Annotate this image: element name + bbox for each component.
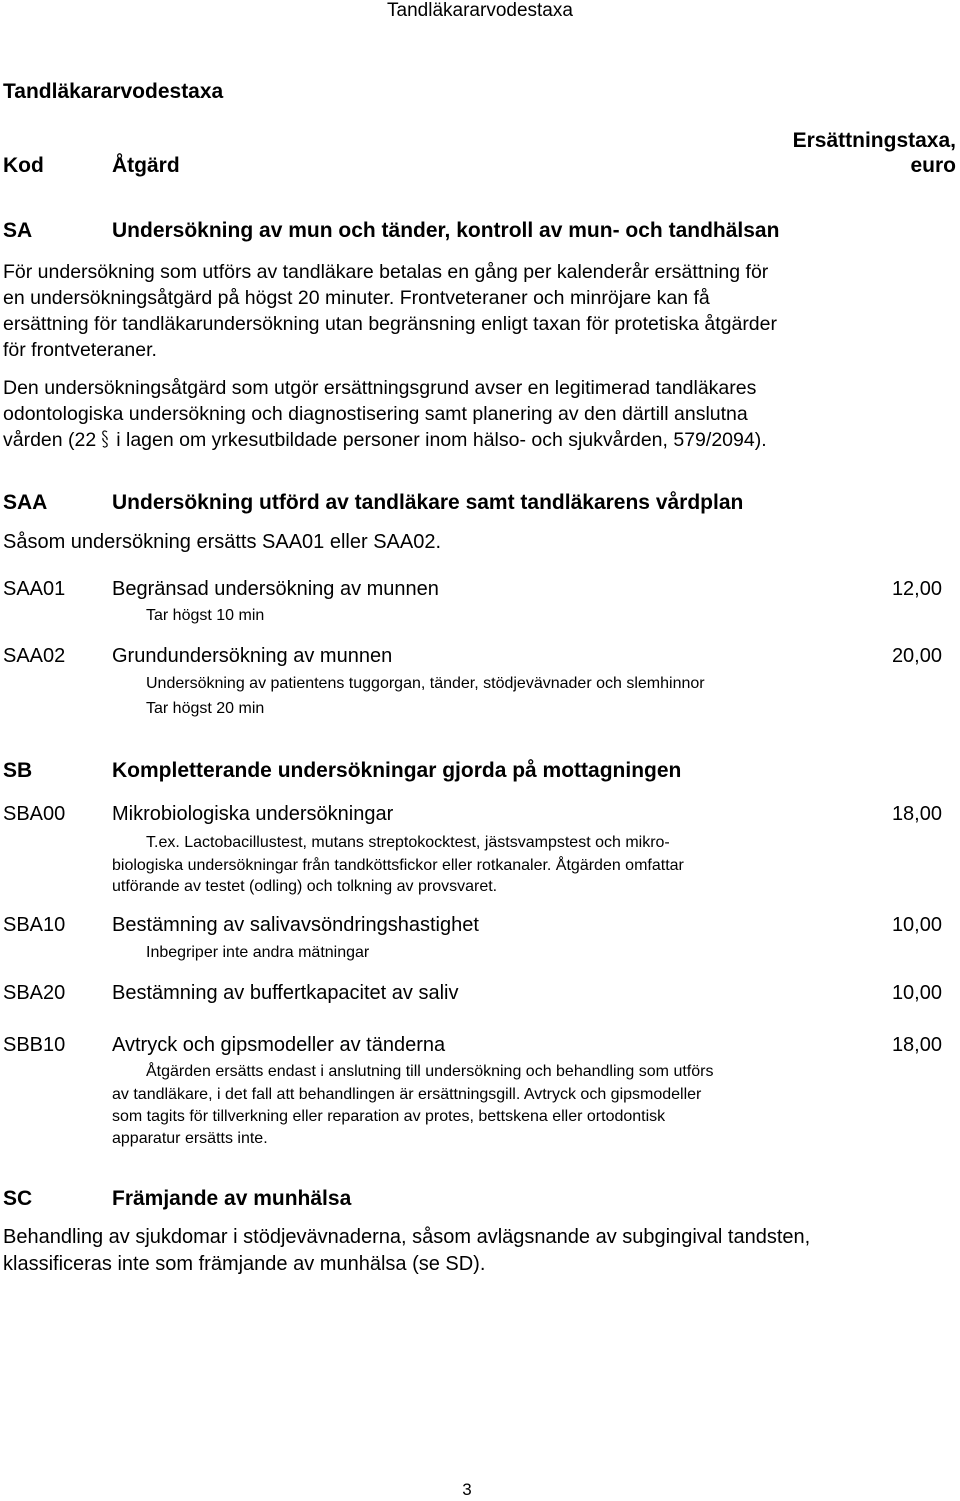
section-heading-sb: Kompletterande undersökningar gjorda på mottagningen bbox=[112, 759, 682, 782]
page-number: 3 bbox=[462, 1480, 472, 1499]
sa-paragraph2-line3-start: vården (22 bbox=[3, 429, 97, 451]
item-fee: 18,00 bbox=[891, 1034, 942, 1056]
sa-paragraph1-line1: För undersökning som utförs av tandläkare betalas en gång per kalenderår ersättning för bbox=[3, 261, 769, 283]
item-fee: 18,00 bbox=[891, 803, 942, 825]
item-subtext: som tagits för tillverkning eller reparation av protes, bettskena eller ortodontisk bbox=[112, 1108, 666, 1125]
item-code: SBA20 bbox=[3, 982, 66, 1004]
column-header-code: Kod bbox=[3, 154, 44, 177]
sa-paragraph1-line2: en undersökningsåtgärd på högst 20 minuter. Frontveteraner och minröjare kan få bbox=[3, 287, 710, 309]
sc-paragraph-line1: Behandling av sjukdomar i stödjevävnaderna, såsom avlägsnande av subgingival tandsten, bbox=[3, 1226, 811, 1248]
item-subtext: Inbegriper inte andra mätningar bbox=[146, 944, 370, 961]
column-header-action: Åtgärd bbox=[112, 154, 180, 177]
item-label: Bestämning av buffertkapacitet av saliv bbox=[112, 982, 459, 1004]
item-fee: 10,00 bbox=[891, 982, 942, 1004]
item-label: Mikrobiologiska undersökningar bbox=[112, 803, 394, 825]
item-fee: 20,00 bbox=[891, 645, 942, 667]
section-code-sb: SB bbox=[3, 759, 33, 782]
column-header-fee-line2: euro bbox=[910, 154, 956, 177]
item-subtext: av tandläkare, i det fall att behandlingen är ersättningsgill. Avtryck och gipsmodeller bbox=[112, 1086, 702, 1103]
item-subtext: Undersökning av patientens tuggorgan, tänder, stödjevävnader och slemhinnor bbox=[146, 675, 705, 692]
running-header: Tandläkararvodestaxa bbox=[387, 0, 573, 21]
item-subtext: T.ex. Lactobacillustest, mutans streptokocktest, jästsvampstest och mikro- bbox=[146, 834, 670, 851]
column-header-fee-line1: Ersättningstaxa, bbox=[792, 129, 956, 152]
section-sign-icon bbox=[100, 429, 110, 449]
section-heading-sc: Främjande av munhälsa bbox=[112, 1187, 352, 1210]
sa-paragraph2-line3 bbox=[3, 429, 767, 452]
item-subtext: Tar högst 20 min bbox=[146, 700, 265, 717]
sa-paragraph2-line3-end: i lagen om yrkesutbildade personer inom hälso- och sjukvården, 579/2094). bbox=[116, 429, 767, 451]
item-subtext: biologiska undersökningar från tandköttsfickor eller rotkanaler. Åtgärden omfattar bbox=[112, 857, 684, 874]
item-label: Grundundersökning av munnen bbox=[112, 645, 393, 667]
section-heading-saa: Undersökning utförd av tandläkare samt tandläkarens vårdplan bbox=[112, 491, 744, 514]
item-subtext: Tar högst 10 min bbox=[146, 607, 265, 624]
section-heading-sa: Undersökning av mun och tänder, kontroll av mun- och tandhälsan bbox=[112, 219, 780, 242]
sc-paragraph-line2: klassificeras inte som främjande av munhälsa (se SD). bbox=[3, 1253, 486, 1275]
section-code-sc: SC bbox=[3, 1187, 33, 1210]
item-subtext: apparatur ersätts inte. bbox=[112, 1130, 268, 1147]
item-fee: 12,00 bbox=[891, 578, 942, 600]
item-code: SAA02 bbox=[3, 645, 66, 667]
section-code-sa: SA bbox=[3, 219, 33, 242]
sa-paragraph2-line2: odontologiska undersökning och diagnostisering samt planering av den därtill anslutna bbox=[3, 403, 748, 425]
item-label: Bestämning av salivavsöndringshastighet bbox=[112, 914, 479, 936]
item-label: Begränsad undersökning av munnen bbox=[112, 578, 439, 600]
sa-paragraph2-line1: Den undersökningsåtgärd som utgör ersättningsgrund avser en legitimerad tandläkares bbox=[3, 377, 757, 399]
item-code: SAA01 bbox=[3, 578, 66, 600]
item-code: SBA10 bbox=[3, 914, 66, 936]
document-title: Tandläkararvodestaxa bbox=[3, 80, 224, 103]
item-fee: 10,00 bbox=[891, 914, 942, 936]
item-code: SBA00 bbox=[3, 803, 66, 825]
sa-paragraph1-line3: ersättning för tandläkarundersökning utan begränsning enligt taxan för protetiska åtgärder bbox=[3, 313, 777, 335]
item-subtext: Åtgärden ersätts endast i anslutning till undersökning och behandling som utförs bbox=[146, 1063, 714, 1080]
item-subtext: utförande av testet (odling) och tolkning av provsvaret. bbox=[112, 878, 498, 895]
saa-note: Såsom undersökning ersätts SAA01 eller SAA02. bbox=[3, 531, 442, 553]
item-label: Avtryck och gipsmodeller av tänderna bbox=[112, 1034, 446, 1056]
section-code-saa: SAA bbox=[3, 491, 48, 514]
item-code: SBB10 bbox=[3, 1034, 66, 1056]
sa-paragraph1-line4: för frontveteraner. bbox=[3, 339, 157, 361]
